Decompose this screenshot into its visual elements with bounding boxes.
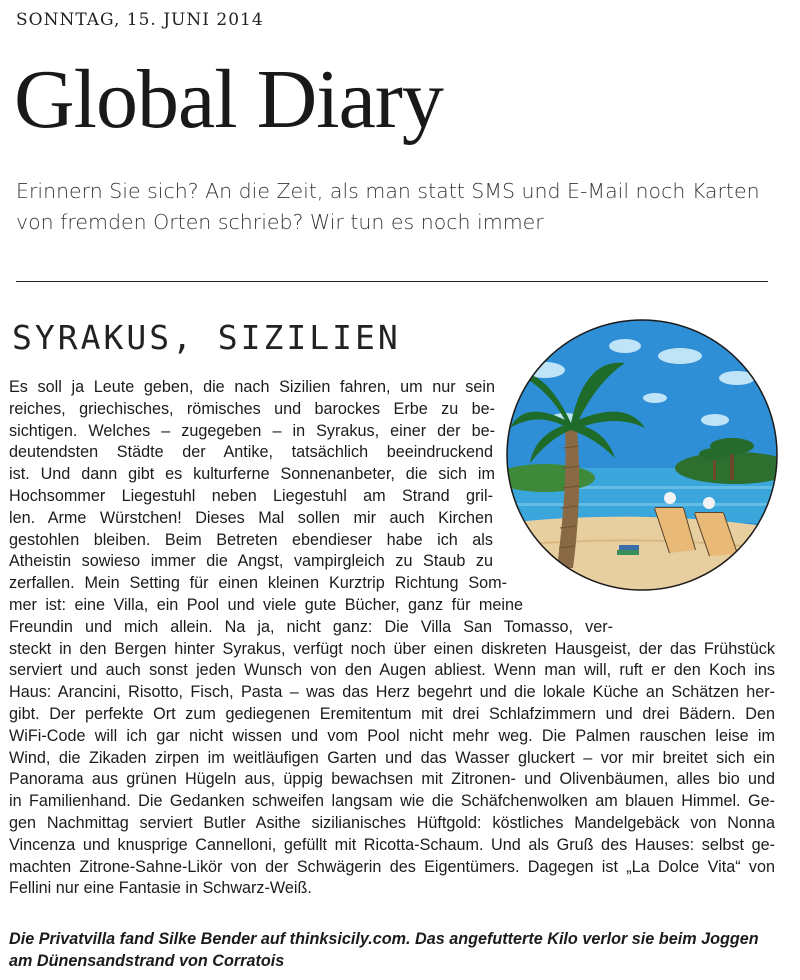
- body-line: Hochsommer Liegestuhl neben Liegestuhl am Strand gril-: [9, 486, 493, 505]
- body-line: in Familienhand. Die Gedanken schweifen langsam wie die Schäfchenwolken am blauen Himmel. Ge-: [9, 792, 775, 811]
- body-line: Panorama aus grünen Hügeln aus, üppig bewachsen mit Zitronen- und Olivenbäumen, alles bio und: [9, 770, 775, 789]
- body-line: gibt. Der perfekte Ort zum gediegenen Eremitentum mit drei Schlafzimmern und drei Bädern. Den: [9, 704, 775, 723]
- page-title: Global Diary: [14, 53, 443, 146]
- body-line: Vincenza und knusprige Cannelloni, gefüllt mit Ricotta-Schaum. Und als Gruß des Hauses: selbst ge-: [9, 835, 775, 854]
- body-line: sichtigen. Welches – zugegeben – in Syrakus, einer der be-: [9, 421, 495, 440]
- body-line: steckt in den Bergen hinter Syrakus, verfügt noch über einen diskreten Hausgeist, der das Frühstück: [9, 639, 775, 658]
- body-line: machten Zitrone-Sahne-Likör von der Schwägerin des Eigentümers. Dagegen ist „La Dolce Vita“ von: [9, 857, 775, 876]
- body-line: zerfallen. Mein Setting für einen kleinen Kurztrip Richtung Som-: [9, 574, 507, 593]
- body-line: gestohlen bleiben. Beim Betreten ebendieser habe ich als: [9, 530, 493, 549]
- body-line: Wind, die Zikaden zirpen im weitläufigen Garten und das Wasser gluckert – vor mir breitet sich ein: [9, 748, 775, 767]
- article-heading: SYRAKUS, SIZILIEN: [12, 318, 401, 357]
- body-line: reiches, griechisches, römisches und barockes Erbe zu be-: [9, 399, 495, 418]
- body-line: Haus: Arancini, Risotto, Fisch, Pasta – was das Herz begehrt und die lokale Küche an Schätzen her-: [9, 683, 775, 702]
- body-line: gen Nachmittag serviert Butler Asithe sizilianisches Hüftgold: köstliches Mandelgebäck von Nonna: [9, 813, 775, 832]
- body-line: WiFi-Code will ich gar nicht wissen und vom Pool nicht mehr weg. Die Palmen rauschen leise im: [9, 726, 775, 745]
- subtitle: Erinnern Sie sich? An die Zeit, als man statt SMS und E-Mail noch Karten von fremden Orten schrieb? Wir tun es noch immer: [16, 179, 760, 234]
- body-line: deutendsten Städte der Antike, tatsächlich beeindruckend: [9, 443, 493, 462]
- body-line: serviert und auch sonst jeden Wunsch von den Augen abliest. Wenn man will, ruft er den Koch ins: [9, 661, 775, 680]
- body-line: Freundin und mich allein. Na ja, nicht ganz: Die Villa San Tomasso, ver-: [9, 617, 613, 636]
- body-line: Es soll ja Leute geben, die nach Sizilien fahren, um nur sein: [9, 378, 495, 396]
- body-line: mer ist: eine Villa, ein Pool und viele gute Bücher, ganz für meine: [9, 595, 523, 614]
- body-line: ist. Und dann gibt es kulturferne Sonnenanbeter, die sich im: [9, 465, 495, 484]
- body-line: Fellini nur eine Fantasie in Schwarz-Weiß.: [9, 879, 312, 898]
- author-credit: Die Privatvilla fand Silke Bender auf thinksicily.com. Das angefutterte Kilo verlor sie beim Joggen am Dünensandstrand von Corratois: [9, 930, 759, 970]
- body-line: len. Arme Würstchen! Dieses Mal sollen mir auch Kirchen: [9, 508, 493, 527]
- article-body: [9, 377, 775, 900]
- issue-date: SONNTAG, 15. JUNI 2014: [16, 10, 264, 30]
- divider: [16, 281, 768, 282]
- body-line: Atheistin sowieso immer die Angst, vampirgleich zu Staub zu: [9, 552, 493, 571]
